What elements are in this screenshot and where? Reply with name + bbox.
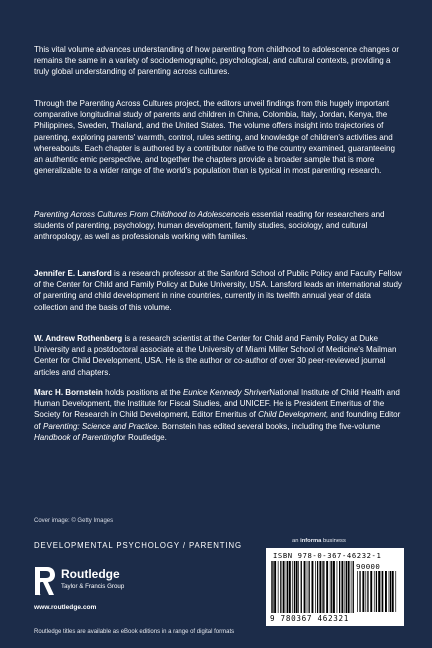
barcode-bar xyxy=(330,561,331,613)
barcode-bar xyxy=(378,571,380,612)
author-bio-text: National Institute of Child Health and Human Development, the Institute for Fiscal Studies, and UNICEF. He is President Emeritus of the Society for Research in Child Development, Editor Emeritus of xyxy=(34,388,400,420)
italic-text: Handbook of Parenting xyxy=(34,432,117,442)
author-bio-text: and founding Editor of xyxy=(34,410,401,431)
description-paragraph-3 xyxy=(34,209,406,243)
barcode-bar xyxy=(292,561,293,613)
book-title-italic: Parenting Across Cultures From Childhood to Adolescence xyxy=(34,210,244,219)
barcode-bar xyxy=(315,561,316,613)
publisher-group: Taylor & Francis Group xyxy=(61,583,125,590)
barcode-bar xyxy=(351,561,352,613)
barcode-bar xyxy=(331,561,332,613)
routledge-r-icon xyxy=(34,566,56,596)
publisher-website[interactable]: www.routledge.com xyxy=(34,604,97,611)
barcode-bar xyxy=(367,571,368,612)
barcode-bar xyxy=(365,571,366,612)
barcode-bar xyxy=(271,561,272,613)
italic-text: Eunice Kennedy Shriver xyxy=(182,388,270,397)
author-name-lansford: Jennifer E. Lansford xyxy=(34,269,112,278)
barcode-bar xyxy=(280,561,281,613)
barcode-bar xyxy=(374,571,375,612)
barcode-bar xyxy=(272,561,273,613)
barcode-bar xyxy=(307,561,308,613)
cover-image-credit: Cover image: © Getty Images xyxy=(34,518,114,524)
barcode-bar xyxy=(322,561,323,613)
barcode-number: 9 780367 462321 xyxy=(270,614,350,623)
barcode-bar xyxy=(294,561,295,613)
barcode-bar xyxy=(337,561,338,613)
author-bio-text: is a research scientist at the Center for Child and Family Policy at Duke University and a postdoctoral associate at the University of Miami Miller School of Medicine's Mailman Center for Child Development, USA. He is the author or co-author of over 30 peer-reviewed journal articles and chapters. xyxy=(34,334,397,377)
barcode-bar xyxy=(389,571,390,612)
barcode-bar xyxy=(289,561,291,613)
italic-text: Child Development, xyxy=(258,410,329,420)
informa-business-label xyxy=(292,538,346,544)
barcode-bar xyxy=(287,561,288,613)
informa-brand: informa xyxy=(300,538,322,544)
author-bio-bornstein xyxy=(34,387,406,443)
barcode-bar xyxy=(359,571,360,612)
barcode-bar xyxy=(346,561,347,613)
barcode-bar xyxy=(370,571,372,612)
informa-prefix: an xyxy=(292,538,299,544)
barcode-bar xyxy=(296,561,298,613)
subject-category: DEVELOPMENTAL PSYCHOLOGY / PARENTING xyxy=(34,541,243,550)
author-bio-text: . Bornstein has edited several books, including the five-volume xyxy=(157,421,381,431)
publisher-name: Routledge xyxy=(61,567,120,581)
barcode-bar xyxy=(274,561,276,613)
barcode-bar xyxy=(309,561,310,613)
barcode-bar xyxy=(333,561,335,613)
addon-barcode-bars xyxy=(357,571,397,612)
author-bio-text: holds positions at the xyxy=(102,388,183,397)
barcode-bar xyxy=(382,571,383,612)
description-paragraph-1: This vital volume advances understanding of how parenting from childhood to adolescence changes or remains the same in a variety of sociodemographic, psychological, and cultural contexts, providing a truly global understanding of parenting across cultures. xyxy=(34,45,400,77)
ebook-note: Routledge titles are available as eBook editions in a range of digital formats xyxy=(34,629,235,635)
barcode-bar xyxy=(385,571,387,612)
description-paragraph-2: Through the Parenting Across Cultures project, the editors unveil findings from this hugely important comparative longitudinal study of parents and children in China, Colombia, Italy, Jordan, Kenya, the Philippines, Sweden, Thailand, and the United States. The volume offers insight into trajectories of parenting, exploring parents' warmth, control, rules setting, and knowledge of children's activities and whereabouts. Each chapter is authored by a contributor native to the country examined, guaranteeing an authentic emic perspective, and together the chapters provide a broader sample that is more generalizable to a wider range of the world's population than is typical in most parenting research. xyxy=(34,99,395,176)
barcode-bar xyxy=(362,571,364,612)
description-paragraph-3-text: is essential reading for researchers and students of parenting, psychology, human development, family studies, sociology, and cultural anthropology, as well as professionals working with families. xyxy=(34,210,385,242)
barcode-bar xyxy=(286,561,287,613)
barcode-addon-code: 90000 xyxy=(356,562,381,571)
barcode-bar xyxy=(278,561,279,613)
barcode-bar xyxy=(353,561,354,613)
author-bio-lansford xyxy=(34,268,406,313)
informa-suffix: business xyxy=(322,538,346,544)
barcode-bar xyxy=(357,571,358,612)
barcode-bar xyxy=(326,561,328,613)
barcode-bar xyxy=(283,561,285,613)
author-name-bornstein: Marc H. Bornstein xyxy=(34,388,103,397)
italic-text: Parenting: Science and Practice xyxy=(42,421,158,431)
barcode-bar xyxy=(312,561,314,613)
barcode-bar xyxy=(323,561,324,613)
barcode-bar xyxy=(381,571,382,612)
barcode-bar xyxy=(395,571,396,612)
barcode-bar xyxy=(376,571,377,612)
author-bio-rothenberg xyxy=(34,333,406,378)
isbn-label: ISBN 978-0-367-46232-1 xyxy=(273,551,382,560)
barcode-bar xyxy=(298,561,299,613)
barcode-bar xyxy=(390,571,391,612)
author-bio-text: for Routledge. xyxy=(116,432,167,442)
author-bio-text: is a research professor at the Sanford School of Public Policy and Faculty Fellow of the Center for Child and Family Policy at Duke University, USA. Lansford leads an international study of parenting and child development in nine countries, currently in its twelfth annual year of data collection and the basis of this volume. xyxy=(34,269,402,312)
barcode-bar xyxy=(319,561,321,613)
barcode-bar xyxy=(317,561,318,613)
barcode-bar xyxy=(301,561,302,613)
ean-barcode-bars xyxy=(271,561,355,613)
routledge-logo xyxy=(34,564,174,608)
barcode-bar xyxy=(348,561,350,613)
isbn-barcode xyxy=(266,548,404,626)
barcode-bar xyxy=(304,561,306,613)
barcode-bar xyxy=(345,561,346,613)
barcode-bar xyxy=(339,561,340,613)
barcode-bar xyxy=(341,561,343,613)
barcode-bar xyxy=(392,571,394,612)
author-name-rothenberg: W. Andrew Rothenberg xyxy=(34,334,123,343)
